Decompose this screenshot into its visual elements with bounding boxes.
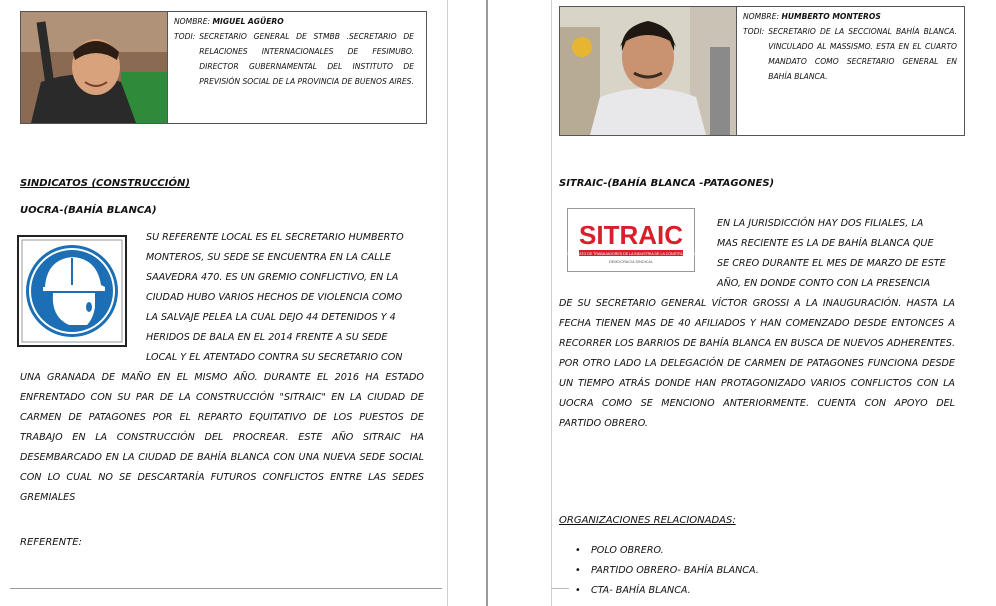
para-line: HERIDOS DE BALA EN EL 2014 FRENTE A SU SEDE [146, 332, 388, 343]
sitraic-paragraph-lines [717, 214, 955, 294]
profile-photo [21, 12, 168, 123]
related-orgs-title: ORGANIZACIONES RELACIONADAS: [559, 515, 736, 526]
todi-text: SECRETARIO DE LA SECCIONAL BAHÍA BLANCA. VINCULADO AL MASSISMO. ESTA EN EL CUARTO MANDATO COMO SECRETARIO GENERAL EN BAHÍA BLANCA. [768, 27, 957, 81]
person-photo-image [560, 7, 736, 135]
sitraic-logo [567, 208, 695, 276]
logo-subtext: SINDICATO DE TRABAJADORES DE LA INDUSTRIA DE LA CONSTRUCCIÓN [567, 252, 695, 256]
org-title-uocra: UOCRA-(BAHÍA BLANCA) [20, 205, 157, 216]
page-bottom-rule-left [10, 588, 442, 589]
para-line: SE CREO DURANTE EL MES DE MARZO DE ESTE [717, 258, 946, 269]
related-orgs-list [559, 541, 955, 601]
helmet-icon [17, 235, 127, 347]
name-label: NOMBRE: [174, 17, 211, 26]
referente-label: REFERENTE: [20, 537, 82, 548]
profile-card [559, 6, 965, 136]
profile-name: HUMBERTO MONTEROS [781, 12, 881, 21]
uocra-paragraph-lines [146, 228, 424, 368]
para-line: CIUDAD HUBO VARIOS HECHOS DE VIOLENCIA COMO [146, 292, 403, 303]
person-photo-image [21, 12, 167, 123]
para-line: MONTEROS, SU SEDE SE ENCUENTRA EN LA CALLE [146, 252, 391, 263]
todi-label: TODI: [174, 32, 196, 41]
ruler-bar[interactable] [486, 0, 488, 606]
todi-label: TODI: [743, 27, 765, 36]
sitraic-paragraph-rest: DE SU SECRETARIO GENERAL VÍCTOR GROSSI A LA INAUGURACIÓN. HASTA LA FECHA TIENEN MAS DE 40 AFILIADOS Y HAN COMENZADO DESDE ENTONCES A RECORRER LOS BARRIOS DE BAHÍA BLANCA EN BUSCA DE NUEVOS ADHERENTES. POR OTRO LADO LA DELEGACIÓN DE CARMEN DE PATAGONES FUNCIONA DESDE UN TIEMPO ATRÁS DONDE HAN PROTAGONIZADO VARIOS CONFLICTOS CON LA UOCRA COMO SE MENCIONO ANTERIORMENTE. CUENTA CON APOYO DEL PARTIDO OBRERO. [559, 298, 955, 429]
profile-info [168, 12, 420, 123]
profile-name: MIGUEL AGÜERO [212, 17, 284, 26]
para-line: AÑO, EN DONDE CONTO CON LA PRESENCIA [717, 278, 931, 289]
logo-subtext-2: DEMOCRACIA SINDICAL [608, 260, 654, 264]
right-page [551, 0, 996, 606]
para-line: SU REFERENTE LOCAL ES EL SECRETARIO HUMBERTO [146, 232, 404, 243]
logo-wordmark: SITRAIC [579, 220, 683, 250]
profile-photo [560, 7, 737, 135]
profile-info [737, 7, 963, 135]
profile-name-line [174, 14, 414, 29]
sitraic-logo-image [567, 208, 695, 272]
list-item: • PARTIDO OBRERO- BAHÍA BLANCA. [559, 561, 955, 581]
todi-text: SECRETARIO GENERAL DE STMBB .SECRETARIO DE RELACIONES INTERNACIONALES DE FESIMUBO. DIRECTOR GUBERNAMENTAL DEL INSTITUTO DE PREVISIÓN SOCIAL DE LA PROVINCIA DE BUENOS AIRES. [199, 32, 414, 86]
list-item: • POLO OBRERO. [559, 541, 955, 561]
list-item: • CTA- BAHÍA BLANCA. [559, 581, 955, 601]
profile-name-line [743, 9, 957, 24]
para-line: EN LA JURISDICCIÓN HAY DOS FILIALES, LA [717, 218, 924, 229]
uocra-paragraph-rest: UNA GRANADA DE MAÑO EN EL MISMO AÑO. DURANTE EL 2016 HA ESTADO ENFRENTADO CON SU PAR DE LA CONSTRUCCIÓN "SITRAIC" EN LA CIUDAD DE CARMEN DE PATAGONES POR EL REPARTO EQUITATIVO DE LOS PUESTOS DE TRABAJO EN LA CONSTRUCCIÓN DEL PROCREAR. ESTE AÑO SITRAIC HA DESEMBARCADO EN LA CIUDAD DE BAHÍA BLANCA CON UNA NUEVA SEDE SOCIAL CON LO CUAL NO SE DESCARTARÍA FUTUROS CONFLICTOS ENTRE LAS SEDES GREMIALES [20, 372, 424, 503]
profile-todi [174, 29, 414, 89]
org-title-sitraic: SITRAIC-(BAHÍA BLANCA -PATAGONES) [559, 178, 775, 189]
profile-todi [743, 24, 957, 84]
section-title: SINDICATOS (CONSTRUCCIÓN) [20, 178, 190, 189]
para-line: LA SALVAJE PELEA LA CUAL DEJO 44 DETENIDOS Y 4 [146, 312, 396, 323]
profile-card [20, 11, 427, 124]
page-bottom-rule-right [551, 588, 569, 589]
page-gutter [448, 0, 550, 606]
para-line: LOCAL Y EL ATENTADO CONTRA SU SECRETARIO CON [146, 352, 403, 363]
left-page [0, 0, 448, 606]
name-label: NOMBRE: [743, 12, 780, 21]
para-line: SAAVEDRA 470. ES UN GREMIO CONFLICTIVO, EN LA [146, 272, 399, 283]
safety-helmet-logo [17, 235, 127, 351]
para-line: MAS RECIENTE ES LA DE BAHÍA BLANCA QUE [717, 238, 934, 249]
